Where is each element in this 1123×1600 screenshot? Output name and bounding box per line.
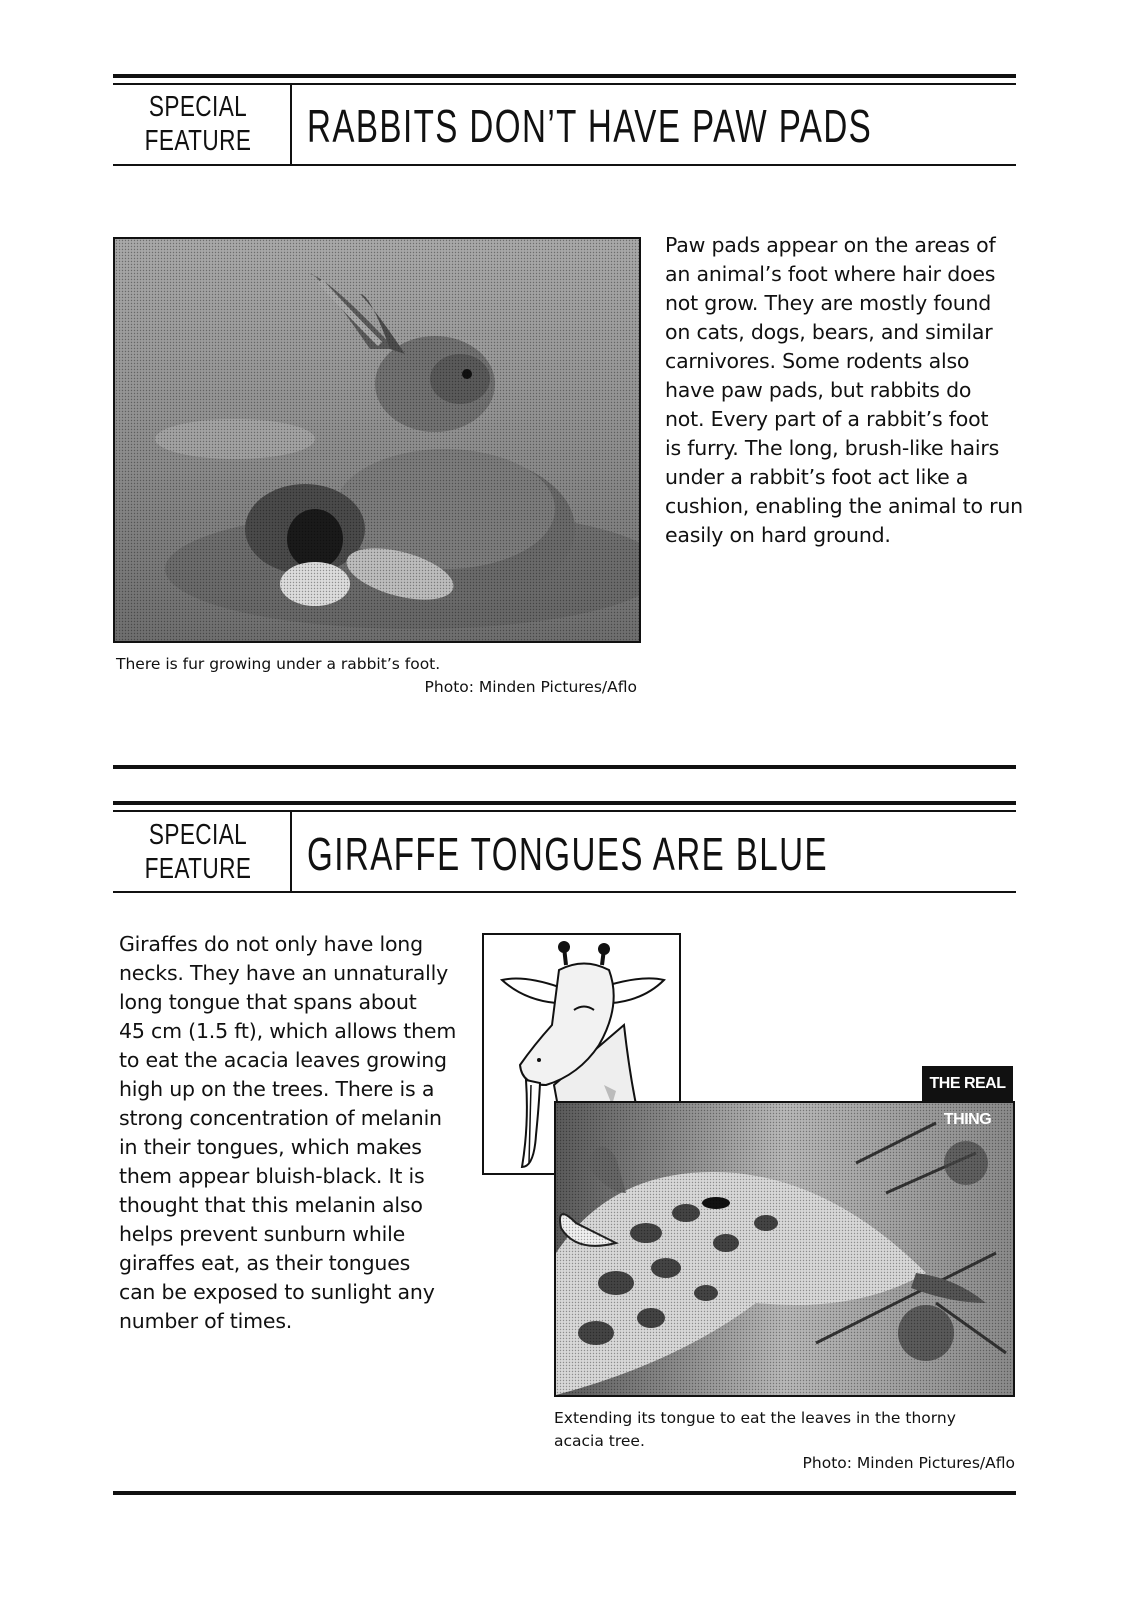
rabbit-photo-caption: There is fur growing under a rabbit’s foot. <box>116 655 441 673</box>
section1-label <box>132 90 265 158</box>
section2-header-bottom-rule <box>113 891 1016 893</box>
section1-label-line2: FEATURE <box>144 125 252 157</box>
giraffe-caption-line1: Extending its tongue to eat the leaves in the thorny <box>554 1409 956 1427</box>
section2-bottom-rule <box>113 1491 1016 1495</box>
giraffe-photo-credit: Photo: Minden Pictures/Aflo <box>802 1454 1015 1472</box>
section1-bottom-rule <box>113 765 1016 769</box>
section1-top-rule-thin <box>113 83 1016 85</box>
giraffe-caption-line2: acacia tree. <box>554 1432 645 1450</box>
section2-top-rule-thick <box>113 801 1016 805</box>
section2-label-line1: SPECIAL <box>148 819 248 851</box>
section1-title: RABBITS DON’T HAVE PAW PADS <box>307 100 873 152</box>
giraffe-photo-illustration <box>556 1103 1013 1395</box>
section1-label-line1: SPECIAL <box>148 91 248 123</box>
section1-top-rule-thick <box>113 74 1016 78</box>
section2-body: Giraffes do not only have long necks. They have an unnaturally long tongue that spans about 45 cm (1.5 ft), which allows them to eat the acacia leaves growing high up on the trees. There is a strong concentration of melanin in their tongues, which makes them appear bluish-black. It is thought that this melanin also helps prevent sunburn while giraffes eat, as their tongues can be exposed to sunlight any number of times. <box>119 932 457 1333</box>
section2-header-divider <box>290 811 292 892</box>
section2-title: GIRAFFE TONGUES ARE BLUE <box>307 828 829 880</box>
section1-header-divider <box>290 84 292 165</box>
giraffe-photo-caption <box>554 1407 956 1453</box>
section1-body: Paw pads appear on the areas of an animal’s foot where hair does not grow. They are mostly found on cats, dogs, bears, and similar carnivores. Some rodents also have paw pads, but rabbits do not. Every part of a rabbit’s foot is furry. The long, brush-like hairs under a rabbit’s foot act like a cushion, enabling the animal to run easily on hard ground. <box>665 233 1023 547</box>
real-thing-badge: THE REAL THING <box>922 1066 1013 1102</box>
section1-header-bottom-rule <box>113 164 1016 166</box>
section2-label-line2: FEATURE <box>144 853 252 885</box>
rabbit-photo <box>113 237 641 643</box>
rabbit-photo-credit: Photo: Minden Pictures/Aflo <box>424 678 637 696</box>
section2-label <box>132 818 265 886</box>
rabbit-photo-illustration <box>115 239 639 641</box>
section2-top-rule-thin <box>113 810 1016 812</box>
giraffe-photo <box>554 1101 1015 1397</box>
